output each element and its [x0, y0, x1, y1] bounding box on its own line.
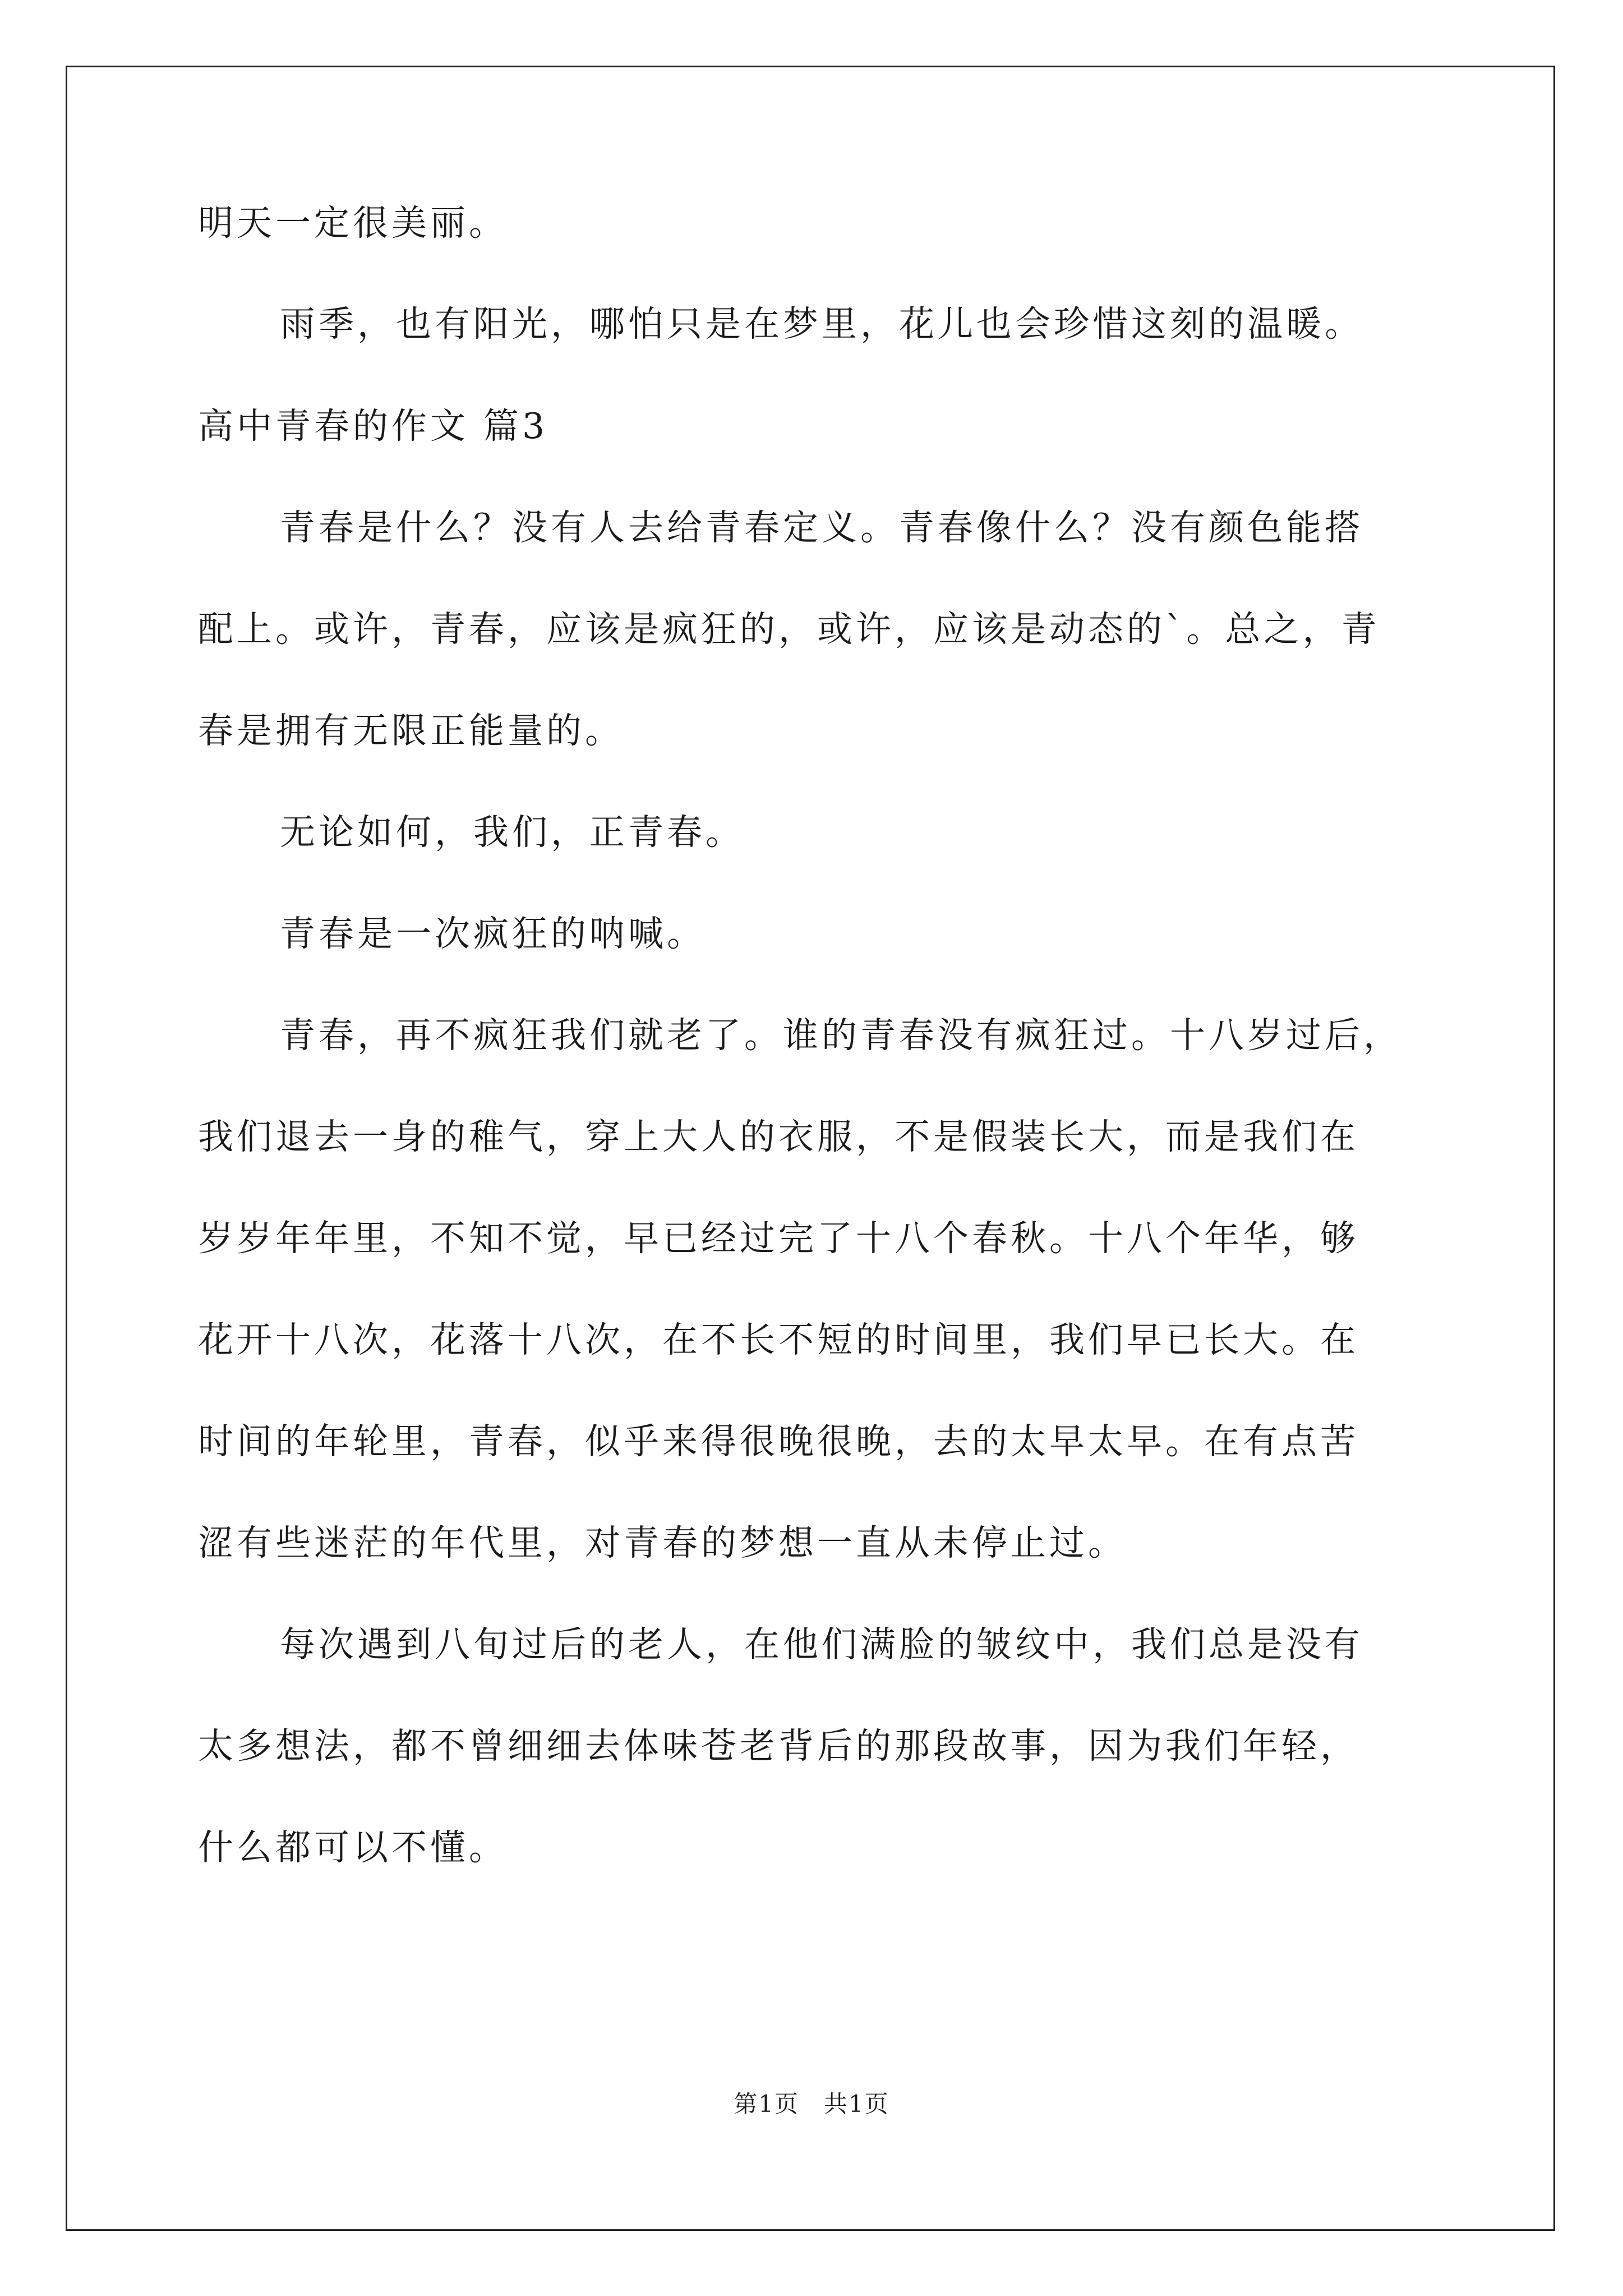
text-line: 什么都可以不懂。 — [198, 1827, 508, 1868]
text-line: 春是拥有无限正能量的。 — [198, 710, 624, 751]
text-line: 青春，再不疯狂我们就老了。谁的青春没有疯狂过。十八岁过后， — [280, 1015, 1402, 1056]
text-line: 青春是一次疯狂的呐喊。 — [280, 913, 706, 954]
text-line: 青春是什么？没有人去给青春定义。青春像什么？没有颜色能搭 — [280, 507, 1363, 548]
section-heading: 高中青春的作文 篇3 — [198, 406, 548, 447]
text-line: 我们退去一身的稚气，穿上大人的衣服，不是假装长大，而是我们在 — [198, 1116, 1359, 1157]
text-line: 时间的年轮里，青春，似乎来得很晚很晚，去的太早太早。在有点苦 — [198, 1421, 1359, 1462]
text-line: 花开十八次，花落十八次，在不长不短的时间里，我们早已长大。在 — [198, 1319, 1359, 1360]
text-line: 配上。或许，青春，应该是疯狂的，或许，应该是动态的`。总之，青 — [198, 609, 1380, 650]
text-line: 涩有些迷茫的年代里，对青春的梦想一直从未停止过。 — [198, 1522, 1127, 1563]
text-line: 明天一定很美丽。 — [198, 203, 508, 243]
text-line: 太多想法，都不曾细细去体味苍老背后的那段故事，因为我们年轻， — [198, 1726, 1359, 1766]
text-line: 每次遇到八旬过后的老人，在他们满脸的皱纹中，我们总是没有 — [280, 1624, 1363, 1665]
text-line: 无论如何，我们，正青春。 — [280, 812, 744, 853]
text-line: 岁岁年年里，不知不觉，早已经过完了十八个春秋。十八个年华，够 — [198, 1218, 1359, 1259]
text-line: 雨季，也有阳光，哪怕只是在梦里，花儿也会珍惜这刻的温暖。 — [280, 303, 1363, 344]
page-number-footer: 第1页 共1页 — [734, 2090, 889, 2118]
